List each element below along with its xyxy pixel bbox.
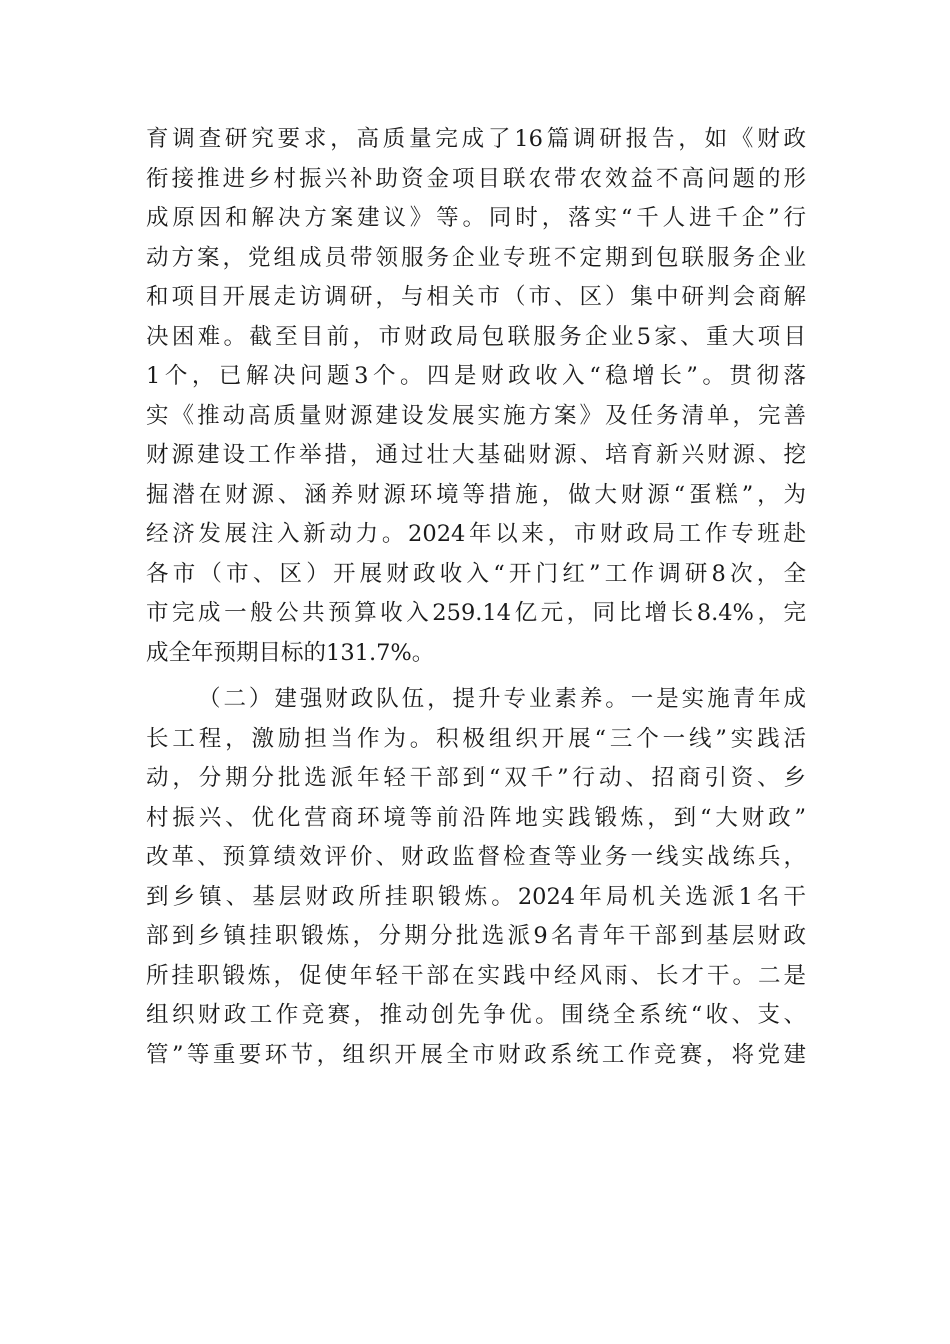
section-heading-line: （二）建强财政队伍，提升专业素养。一是实施青年成 xyxy=(198,686,806,712)
document-body xyxy=(146,120,806,1075)
text-line: 市完成一般公共预算收入259.14亿元，同比增长8.4%，完 xyxy=(146,600,806,626)
text-line: 和项目开展走访调研，与相关市（市、区）集中研判会商解 xyxy=(146,284,806,310)
text-line: 各市（市、区）开展财政收入“开门红”工作调研8次，全 xyxy=(146,560,806,587)
text-line: 所挂职锻炼，促使年轻干部在实践中经风雨、长才干。二是 xyxy=(146,962,806,989)
text-line: 成原因和解决方案建议》等。同时，落实“千人进千企”行 xyxy=(146,205,806,231)
text-line: 管”等重要环节，组织开展全市财政系统工作竞赛，将党建 xyxy=(146,1041,806,1068)
text-line: 实《推动高质量财源建设发展实施方案》及任务清单，完善 xyxy=(146,402,806,429)
paragraph-continuation xyxy=(146,120,806,673)
text-line: 衔接推进乡村振兴补助资金项目联农带农效益不高问题的形 xyxy=(146,165,806,192)
section-paragraph xyxy=(146,680,806,1075)
text-line: 村振兴、优化营商环境等前沿阵地实践锻炼，到“大财政” xyxy=(146,804,806,831)
text-line: 1个，已解决问题3个。四是财政收入“稳增长”。贯彻落 xyxy=(146,363,806,389)
paragraph-spacing xyxy=(146,673,806,680)
text-line: 经济发展注入新动力。2024年以来，市财政局工作专班赴 xyxy=(146,521,806,547)
text-line: 长工程，激励担当作为。积极组织开展“三个一线”实践活 xyxy=(146,725,806,752)
text-line: 决困难。截至目前，市财政局包联服务企业5家、重大项目 xyxy=(146,323,806,350)
text-line: 成全年预期目标的131.7%。 xyxy=(146,639,435,666)
text-line: 育调查研究要求，高质量完成了16篇调研报告，如《财政 xyxy=(146,126,806,152)
text-line: 动方案，党组成员带领服务企业专班不定期到包联服务企业 xyxy=(146,244,806,271)
text-line: 改革、预算绩效评价、财政监督检查等业务一线实战练兵， xyxy=(146,844,806,870)
text-line: 掘潜在财源、涵养财源环境等措施，做大财源“蛋糕”，为 xyxy=(146,481,806,508)
text-line: 组织财政工作竞赛，推动创先争优。围绕全系统“收、支、 xyxy=(146,1002,806,1028)
text-line: 部到乡镇挂职锻炼，分期分批选派9名青年干部到基层财政 xyxy=(146,923,806,949)
text-line: 财源建设工作举措，通过壮大基础财源、培育新兴财源、挖 xyxy=(146,442,806,468)
text-line: 到乡镇、基层财政所挂职锻炼。2024年局机关选派1名干 xyxy=(146,883,806,910)
text-line: 动，分期分批选派年轻干部到“双千”行动、招商引资、乡 xyxy=(146,765,806,791)
